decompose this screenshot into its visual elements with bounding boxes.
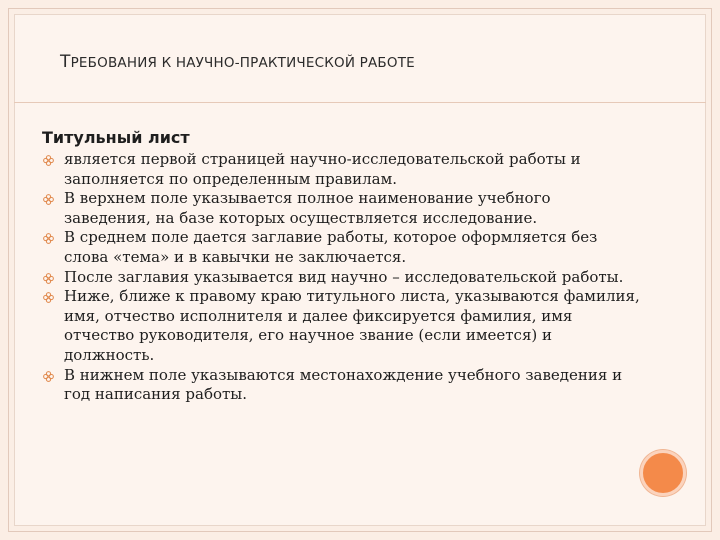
list-item xyxy=(42,366,642,405)
slide-title xyxy=(60,52,680,72)
slide-content xyxy=(42,128,642,405)
list-item-text: В среднем поле дается заглавие работы, которое оформляется без слова «тема» и в кавычки не заключается. xyxy=(64,228,598,266)
flower-bullet-icon xyxy=(43,155,54,166)
list-item-text: В верхнем поле указывается полное наименование учебного заведения, на базе которых осуществляется исследование. xyxy=(64,189,551,227)
bullet-list xyxy=(42,150,642,405)
list-item xyxy=(42,228,642,267)
list-item-text: В нижнем поле указываются местонахождение учебного заведения и год написания работы. xyxy=(64,365,623,404)
flower-bullet-icon xyxy=(43,371,54,382)
flower-bullet-icon xyxy=(43,273,54,284)
list-item xyxy=(42,150,642,189)
list-item-text: После заглавия указывается вид научно – исследовательской работы. xyxy=(64,267,624,286)
list-item-text: является первой страницей научно-исследовательской работы и заполняется по определенным правилам. xyxy=(64,150,581,188)
list-item xyxy=(42,189,642,228)
flower-bullet-icon xyxy=(43,194,54,205)
section-heading: Титульный лист xyxy=(42,128,190,147)
flower-bullet-icon xyxy=(43,292,54,303)
list-item-text: Ниже, ближе к правому краю титульного листа, указываются фамилия, имя, отчество исполнителя и далее фиксируется фамилия, имя отчество руководителя, его научное звание (если имеется) и должность. xyxy=(64,287,640,364)
list-item xyxy=(42,268,642,288)
title-divider xyxy=(14,102,706,103)
decorative-circle xyxy=(640,450,686,496)
list-item xyxy=(42,287,642,365)
title-text: РЕБОВАНИЯ К НАУЧНО-ПРАКТИЧЕСКОЙ РАБОТЕ xyxy=(70,55,415,71)
title-first-letter: Т xyxy=(60,52,71,72)
flower-bullet-icon xyxy=(43,233,54,244)
